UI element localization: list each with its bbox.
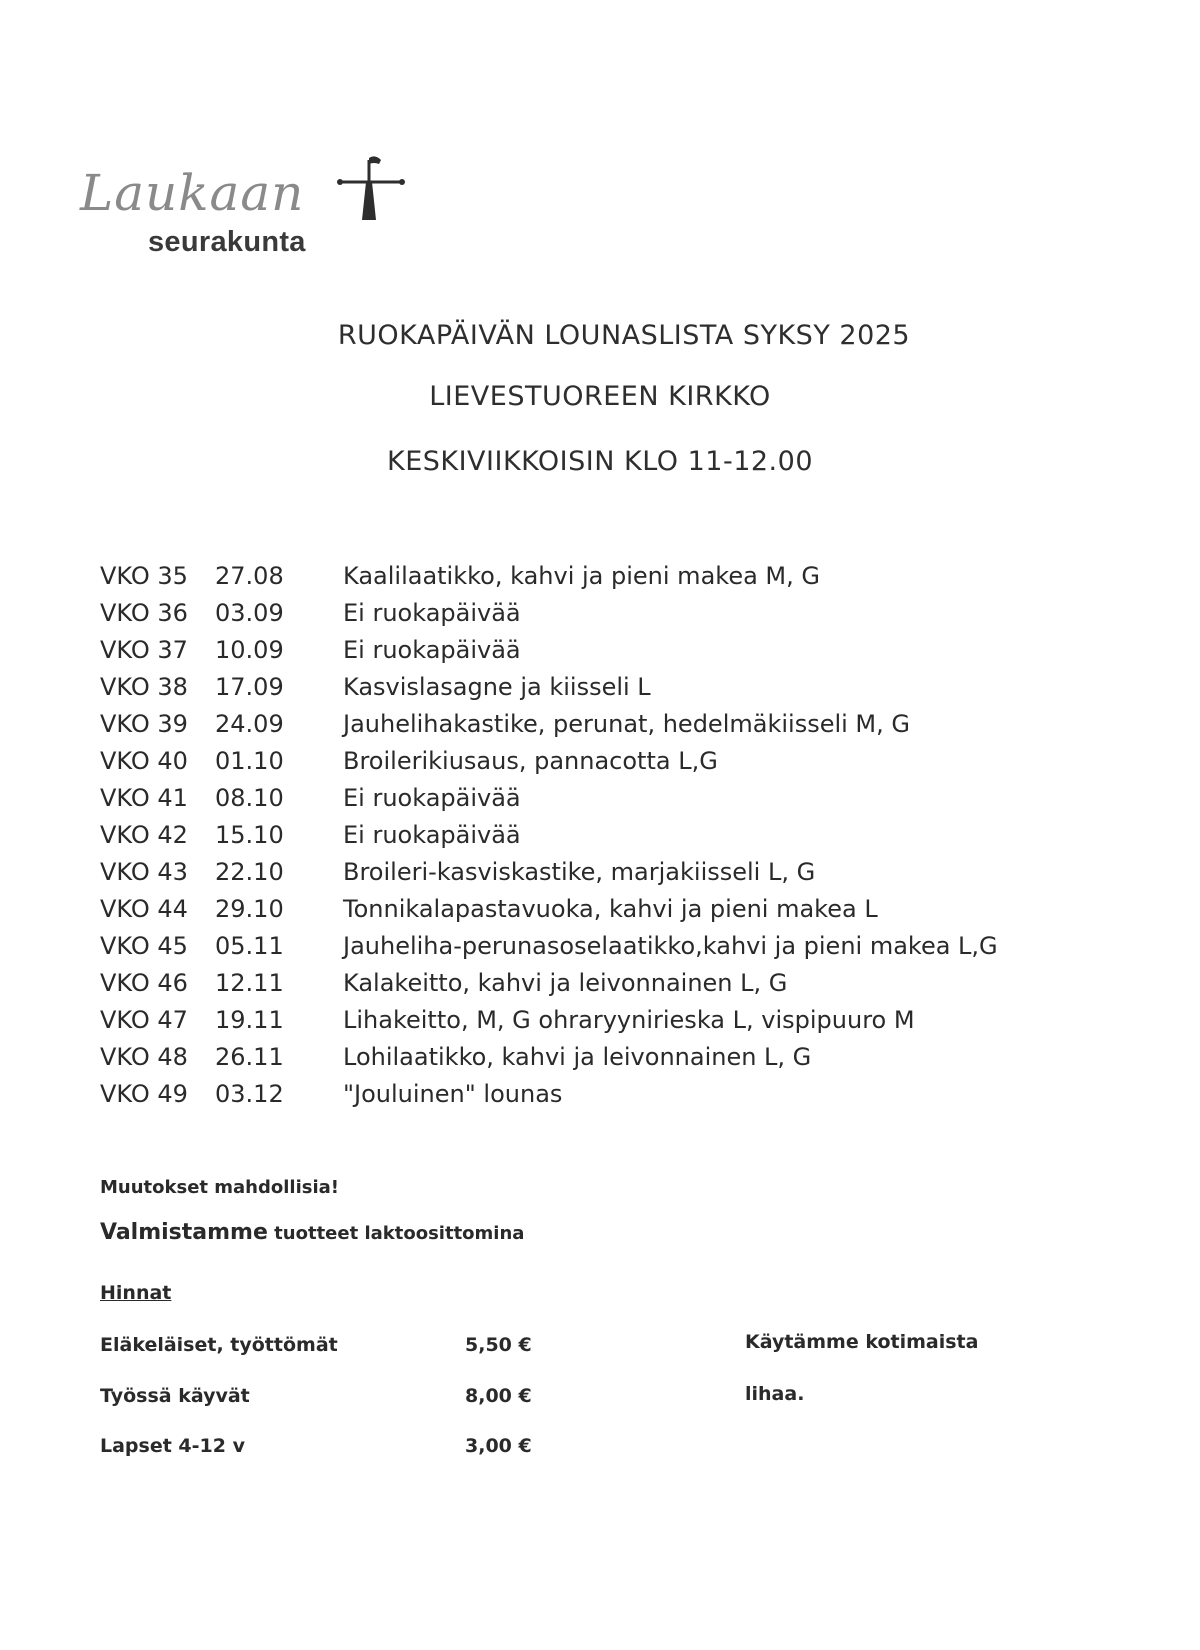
lactose-note: [100, 1220, 524, 1245]
week-number: VKO 49: [100, 1080, 188, 1108]
price-label: Työssä käyvät: [100, 1385, 250, 1407]
menu-date: 01.10: [215, 747, 284, 775]
menu-dish: Lohilaatikko, kahvi ja leivonnainen L, G: [343, 1043, 812, 1071]
menu-row: [100, 817, 1100, 854]
parish-logo: [80, 150, 380, 270]
menu-row: [100, 780, 1100, 817]
changes-note: Muutokset mahdollisia!: [100, 1177, 339, 1198]
week-number: VKO 39: [100, 710, 188, 738]
menu-row: [100, 928, 1100, 965]
week-number: VKO 48: [100, 1043, 188, 1071]
location-heading: LIEVESTUOREEN KIRKKO: [429, 381, 771, 412]
menu-row: [100, 1076, 1100, 1113]
week-number: VKO 36: [100, 599, 188, 627]
menu-dish: Lihakeitto, M, G ohraryynirieska L, vispipuuro M: [343, 1006, 915, 1034]
logo-wordmark: seurakunta: [148, 226, 306, 258]
week-number: VKO 37: [100, 636, 188, 664]
prices-heading: Hinnat: [100, 1282, 172, 1304]
menu-dish: "Jouluinen" lounas: [343, 1080, 563, 1108]
logo-script-text: Laukaan: [80, 164, 305, 222]
menu-date: 17.09: [215, 673, 284, 701]
lactose-note-emphasis: Valmistamme: [100, 1220, 268, 1245]
lunch-menu-list: [100, 558, 1100, 1113]
week-number: VKO 35: [100, 562, 188, 590]
menu-dish: Broilerikiusaus, pannacotta L,G: [343, 747, 718, 775]
menu-dish: Tonnikalapastavuoka, kahvi ja pieni makea L: [343, 895, 878, 923]
menu-date: 26.11: [215, 1043, 284, 1071]
menu-dish: Ei ruokapäivää: [343, 636, 521, 664]
price-value: 5,50 €: [465, 1334, 532, 1356]
menu-date: 03.12: [215, 1080, 284, 1108]
domestic-meat-note-line2: lihaa.: [745, 1383, 805, 1405]
week-number: VKO 46: [100, 969, 188, 997]
menu-date: 24.09: [215, 710, 284, 738]
week-number: VKO 43: [100, 858, 188, 886]
page-title: RUOKAPÄIVÄN LOUNASLISTA SYKSY 2025: [337, 320, 911, 351]
menu-date: 10.09: [215, 636, 284, 664]
week-number: VKO 40: [100, 747, 188, 775]
time-heading: KESKIVIIKKOISIN KLO 11-12.00: [386, 446, 813, 477]
menu-dish: Jauheliha-perunasoselaatikko,kahvi ja pieni makea L,G: [343, 932, 998, 960]
menu-date: 27.08: [215, 562, 284, 590]
menu-date: 05.11: [215, 932, 284, 960]
lactose-note-rest: tuotteet laktoosittomina: [267, 1223, 525, 1244]
week-number: VKO 41: [100, 784, 188, 812]
menu-date: 22.10: [215, 858, 284, 886]
menu-dish: Kaalilaatikko, kahvi ja pieni makea M, G: [343, 562, 820, 590]
menu-dish: Ei ruokapäivää: [343, 784, 521, 812]
week-number: VKO 38: [100, 673, 188, 701]
price-label: Lapset 4-12 v: [100, 1435, 245, 1457]
menu-row: [100, 1002, 1100, 1039]
price-value: 3,00 €: [465, 1435, 532, 1457]
menu-date: 12.11: [215, 969, 284, 997]
menu-dish: Ei ruokapäivää: [343, 599, 521, 627]
menu-date: 29.10: [215, 895, 284, 923]
menu-row: [100, 743, 1100, 780]
week-number: VKO 47: [100, 1006, 188, 1034]
menu-date: 15.10: [215, 821, 284, 849]
church-cross-icon: [336, 152, 406, 232]
menu-date: 03.09: [215, 599, 284, 627]
menu-dish: Broileri-kasviskastike, marjakiisseli L, G: [343, 858, 816, 886]
menu-date: 08.10: [215, 784, 284, 812]
menu-row: [100, 595, 1100, 632]
domestic-meat-note-line1: Käytämme kotimaista: [745, 1331, 979, 1353]
menu-row: [100, 706, 1100, 743]
menu-row: [100, 558, 1100, 595]
price-label: Eläkeläiset, työttömät: [100, 1334, 338, 1356]
menu-date: 19.11: [215, 1006, 284, 1034]
menu-dish: Kasvislasagne ja kiisseli L: [343, 673, 651, 701]
menu-dish: Jauhelihakastike, perunat, hedelmäkiisseli M, G: [343, 710, 910, 738]
menu-dish: Ei ruokapäivää: [343, 821, 521, 849]
menu-row: [100, 632, 1100, 669]
week-number: VKO 45: [100, 932, 188, 960]
menu-dish: Kalakeitto, kahvi ja leivonnainen L, G: [343, 969, 788, 997]
menu-row: [100, 891, 1100, 928]
week-number: VKO 44: [100, 895, 188, 923]
price-value: 8,00 €: [465, 1385, 532, 1407]
menu-row: [100, 854, 1100, 891]
menu-row: [100, 1039, 1100, 1076]
week-number: VKO 42: [100, 821, 188, 849]
menu-row: [100, 669, 1100, 706]
menu-row: [100, 965, 1100, 1002]
